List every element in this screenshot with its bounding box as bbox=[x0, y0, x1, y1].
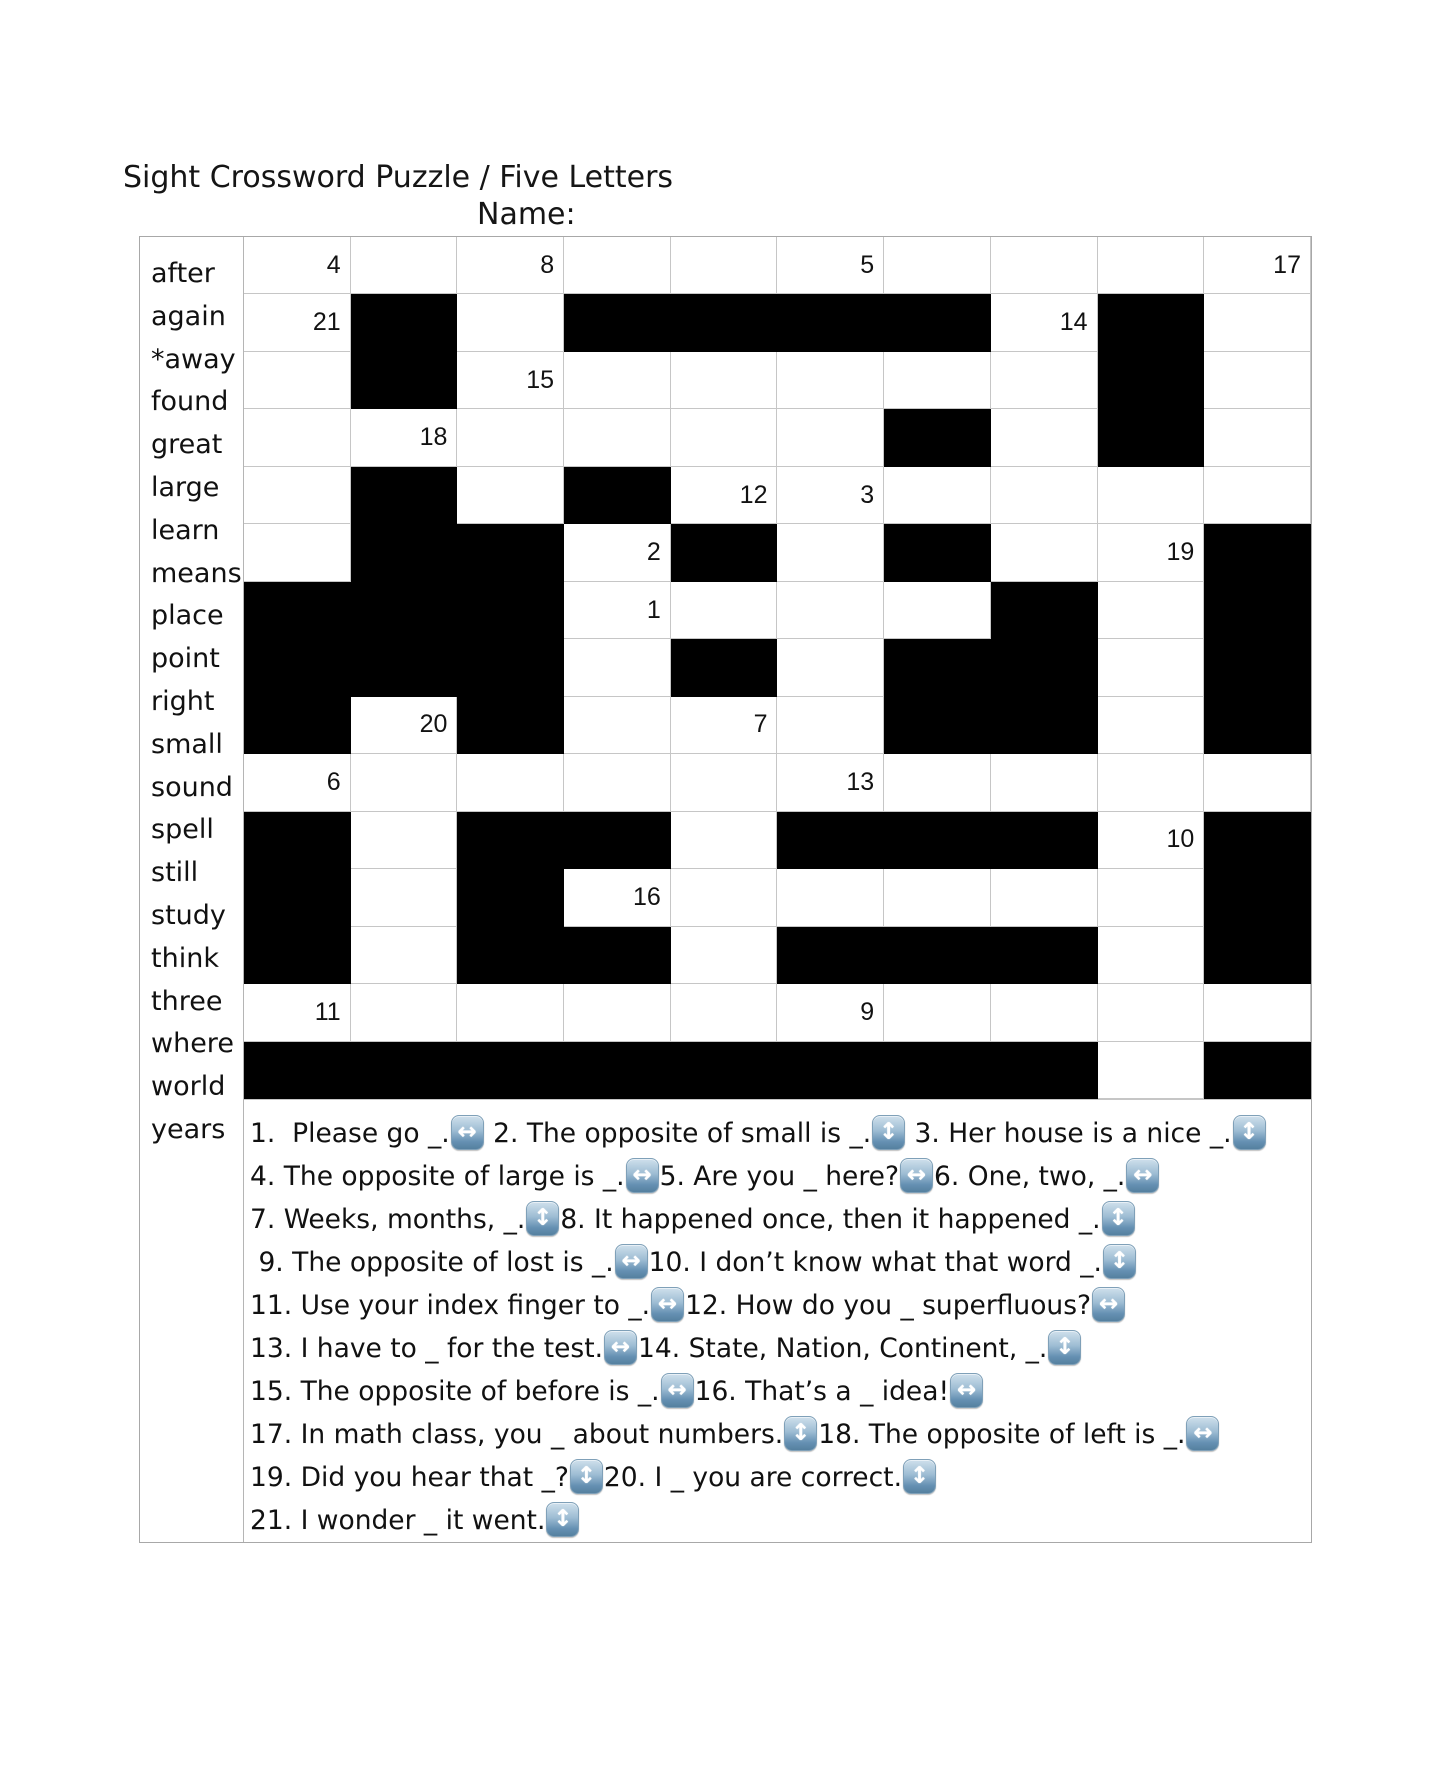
grid-cell[interactable] bbox=[1098, 697, 1205, 754]
grid-cell[interactable] bbox=[991, 524, 1098, 581]
grid-cell[interactable] bbox=[1204, 237, 1311, 294]
grid-cell[interactable] bbox=[1098, 812, 1205, 869]
grid-cell[interactable] bbox=[351, 237, 458, 294]
across-arrow-icon: ↔ bbox=[900, 1158, 933, 1193]
grid-cell-black bbox=[564, 467, 671, 524]
cell-number: 18 bbox=[419, 423, 448, 452]
grid-cell[interactable] bbox=[564, 237, 671, 294]
across-arrow-icon: ↔ bbox=[661, 1373, 694, 1408]
word-list-item: again bbox=[151, 300, 226, 332]
clue-text: 21. I wonder _ it went. bbox=[250, 1505, 546, 1536]
clue-line bbox=[250, 1499, 1311, 1542]
grid-cell-black bbox=[244, 927, 351, 984]
word-list bbox=[140, 237, 244, 1542]
grid-cell[interactable] bbox=[564, 697, 671, 754]
across-arrow-icon: ↔ bbox=[604, 1330, 637, 1365]
clue-text: 13. I have to _ for the test. bbox=[250, 1333, 604, 1364]
word-list-item: think bbox=[151, 942, 219, 974]
grid-cell-black bbox=[671, 524, 778, 581]
grid-cell[interactable] bbox=[884, 467, 991, 524]
grid-cell-black bbox=[671, 639, 778, 696]
word-list-item: *away bbox=[151, 343, 236, 375]
grid-cell[interactable] bbox=[351, 984, 458, 1041]
grid-cell[interactable] bbox=[1098, 984, 1205, 1041]
grid-cell-black bbox=[991, 927, 1098, 984]
clue-line bbox=[250, 1112, 1311, 1155]
grid-cell-black bbox=[564, 812, 671, 869]
grid-cell-black bbox=[351, 352, 458, 409]
cell-number: 2 bbox=[646, 538, 661, 567]
down-arrow-icon: ↕ bbox=[1048, 1330, 1081, 1365]
grid-cell[interactable] bbox=[991, 754, 1098, 811]
grid-cell-black bbox=[777, 812, 884, 869]
cell-number: 14 bbox=[1059, 308, 1088, 337]
grid-cell[interactable] bbox=[671, 812, 778, 869]
grid-cell-black bbox=[1204, 582, 1311, 639]
clue-text: 14. State, Nation, Continent, _. bbox=[638, 1333, 1048, 1364]
grid-cell[interactable] bbox=[351, 812, 458, 869]
grid-cell[interactable] bbox=[351, 754, 458, 811]
grid-cell-black bbox=[1204, 524, 1311, 581]
grid-cell-black bbox=[457, 869, 564, 926]
clues-panel bbox=[244, 1099, 1311, 1542]
grid-cell[interactable] bbox=[351, 927, 458, 984]
clue-text: 9. The opposite of lost is _. bbox=[250, 1247, 614, 1278]
down-arrow-icon: ↕ bbox=[1102, 1201, 1135, 1236]
clue-text: 18. The opposite of left is _. bbox=[818, 1419, 1186, 1450]
grid-cell[interactable] bbox=[457, 352, 564, 409]
grid-cell[interactable] bbox=[671, 927, 778, 984]
grid-cell-black bbox=[1098, 352, 1205, 409]
grid-cell[interactable] bbox=[1098, 869, 1205, 926]
grid-cell[interactable] bbox=[351, 409, 458, 466]
clue-line bbox=[250, 1456, 1311, 1499]
grid-cell[interactable] bbox=[1098, 639, 1205, 696]
grid-cell-black bbox=[671, 294, 778, 351]
word-list-item: point bbox=[151, 643, 220, 675]
grid-cell[interactable] bbox=[671, 352, 778, 409]
grid-cell[interactable] bbox=[457, 294, 564, 351]
clue-text: 3. Her house is a nice _. bbox=[906, 1118, 1232, 1149]
grid-cell[interactable] bbox=[351, 697, 458, 754]
grid-cell-black bbox=[564, 294, 671, 351]
cell-number: 16 bbox=[632, 882, 661, 911]
grid-cell-black bbox=[884, 812, 991, 869]
grid-cell-black bbox=[671, 1042, 778, 1099]
grid-cell[interactable] bbox=[884, 582, 991, 639]
grid-cell[interactable] bbox=[244, 524, 351, 581]
word-list-item: spell bbox=[151, 814, 214, 846]
grid-cell-black bbox=[351, 524, 458, 581]
down-arrow-icon: ↕ bbox=[872, 1115, 905, 1150]
word-list-item: large bbox=[151, 471, 220, 503]
grid-cell[interactable] bbox=[777, 237, 884, 294]
grid-cell[interactable] bbox=[1204, 294, 1311, 351]
grid-cell[interactable] bbox=[777, 582, 884, 639]
grid-cell[interactable] bbox=[884, 237, 991, 294]
grid-cell[interactable] bbox=[991, 869, 1098, 926]
grid-cell[interactable] bbox=[564, 524, 671, 581]
cell-number: 13 bbox=[846, 767, 875, 796]
across-arrow-icon: ↔ bbox=[950, 1373, 983, 1408]
down-arrow-icon: ↕ bbox=[526, 1201, 559, 1236]
cell-number: 1 bbox=[646, 595, 661, 624]
word-list-item: study bbox=[151, 899, 226, 931]
grid-cell-black bbox=[564, 1042, 671, 1099]
cell-number: 11 bbox=[314, 997, 341, 1026]
cell-number: 15 bbox=[526, 365, 555, 394]
grid-cell[interactable] bbox=[884, 984, 991, 1041]
grid-cell-black bbox=[244, 812, 351, 869]
grid-cell[interactable] bbox=[777, 409, 884, 466]
grid-cell[interactable] bbox=[244, 409, 351, 466]
grid-cell[interactable] bbox=[1098, 467, 1205, 524]
grid-cell[interactable] bbox=[244, 754, 351, 811]
grid-cell-black bbox=[991, 639, 1098, 696]
grid-cell-black bbox=[1204, 869, 1311, 926]
grid-cell[interactable] bbox=[1098, 754, 1205, 811]
cell-number: 17 bbox=[1273, 250, 1301, 279]
word-list-item: found bbox=[151, 386, 229, 418]
clue-text: 16. That’s a _ idea! bbox=[694, 1376, 950, 1407]
grid-cell-black bbox=[884, 639, 991, 696]
grid-cell[interactable] bbox=[671, 582, 778, 639]
cell-number: 10 bbox=[1166, 825, 1195, 854]
grid-cell-black bbox=[1098, 409, 1205, 466]
grid-cell-black bbox=[564, 927, 671, 984]
grid-cell[interactable] bbox=[244, 294, 351, 351]
grid-cell[interactable] bbox=[244, 984, 351, 1041]
grid-cell[interactable] bbox=[1098, 582, 1205, 639]
grid-cell[interactable] bbox=[777, 467, 884, 524]
grid-cell[interactable] bbox=[884, 754, 991, 811]
grid-cell[interactable] bbox=[777, 984, 884, 1041]
grid-cell[interactable] bbox=[457, 409, 564, 466]
grid-cell[interactable] bbox=[1204, 754, 1311, 811]
across-arrow-icon: ↔ bbox=[651, 1287, 684, 1322]
grid-cell[interactable] bbox=[244, 237, 351, 294]
grid-cell-black bbox=[1204, 697, 1311, 754]
word-list-item: small bbox=[151, 728, 223, 760]
page-title: Sight Crossword Puzzle / Five Letters bbox=[123, 160, 674, 195]
clue-text: 15. The opposite of before is _. bbox=[250, 1376, 660, 1407]
across-arrow-icon: ↔ bbox=[615, 1244, 648, 1279]
grid-cell-black bbox=[991, 812, 1098, 869]
word-list-item: where bbox=[151, 1028, 234, 1060]
grid-cell-black bbox=[991, 697, 1098, 754]
clue-line bbox=[250, 1327, 1311, 1370]
grid-cell[interactable] bbox=[777, 697, 884, 754]
grid-cell-black bbox=[351, 639, 458, 696]
grid-cell-black bbox=[244, 1042, 351, 1099]
grid-cell-black bbox=[884, 1042, 991, 1099]
cell-number: 7 bbox=[753, 710, 768, 739]
grid-cell-black bbox=[991, 1042, 1098, 1099]
grid-cell[interactable] bbox=[777, 754, 884, 811]
grid-cell-black bbox=[884, 697, 991, 754]
grid-cell[interactable] bbox=[884, 869, 991, 926]
cell-number: 8 bbox=[540, 250, 555, 279]
grid-cell-black bbox=[244, 639, 351, 696]
clue-text: 4. The opposite of large is _. bbox=[250, 1161, 625, 1192]
grid-cell[interactable] bbox=[884, 352, 991, 409]
grid-cell[interactable] bbox=[351, 869, 458, 926]
clue-line bbox=[250, 1241, 1311, 1284]
word-list-item: three bbox=[151, 985, 223, 1017]
grid-cell[interactable] bbox=[1098, 927, 1205, 984]
grid-cell[interactable] bbox=[777, 352, 884, 409]
grid-cell-black bbox=[457, 639, 564, 696]
clue-text: 2. The opposite of small is _. bbox=[484, 1118, 872, 1149]
word-list-item: means bbox=[151, 557, 242, 589]
grid-cell-black bbox=[884, 927, 991, 984]
clue-text: 10. I don’t know what that word _. bbox=[648, 1247, 1102, 1278]
grid-cell-black bbox=[777, 927, 884, 984]
crossword-grid bbox=[244, 237, 1311, 1099]
cell-number: 21 bbox=[312, 308, 341, 337]
grid-cell-black bbox=[457, 1042, 564, 1099]
grid-cell[interactable] bbox=[564, 754, 671, 811]
clue-text: 11. Use your index finger to _. bbox=[250, 1290, 651, 1321]
clue-line bbox=[250, 1370, 1311, 1413]
grid-cell[interactable] bbox=[671, 869, 778, 926]
cell-number: 3 bbox=[860, 480, 875, 509]
clue-line bbox=[250, 1155, 1311, 1198]
grid-cell[interactable] bbox=[564, 639, 671, 696]
grid-cell[interactable] bbox=[991, 467, 1098, 524]
grid-cell-black bbox=[457, 812, 564, 869]
grid-cell-black bbox=[457, 927, 564, 984]
grid-cell[interactable] bbox=[457, 984, 564, 1041]
across-arrow-icon: ↔ bbox=[626, 1158, 659, 1193]
grid-cell[interactable] bbox=[564, 869, 671, 926]
word-list-item: sound bbox=[151, 771, 233, 803]
grid-cell-black bbox=[1098, 294, 1205, 351]
across-arrow-icon: ↔ bbox=[1092, 1287, 1125, 1322]
grid-cell[interactable] bbox=[457, 237, 564, 294]
cell-number: 20 bbox=[419, 710, 448, 739]
cell-number: 12 bbox=[739, 480, 768, 509]
name-label: Name: bbox=[477, 197, 576, 232]
grid-cell-black bbox=[777, 1042, 884, 1099]
grid-cell[interactable] bbox=[671, 984, 778, 1041]
grid-cell-black bbox=[884, 409, 991, 466]
word-list-item: still bbox=[151, 857, 199, 889]
down-arrow-icon: ↕ bbox=[1103, 1244, 1136, 1279]
grid-cell-black bbox=[1204, 1042, 1311, 1099]
grid-cell-black bbox=[457, 697, 564, 754]
grid-cell-black bbox=[457, 524, 564, 581]
grid-cell-black bbox=[1204, 639, 1311, 696]
grid-cell-black bbox=[351, 1042, 458, 1099]
grid-cell[interactable] bbox=[671, 754, 778, 811]
grid-cell[interactable] bbox=[777, 869, 884, 926]
grid-cell[interactable] bbox=[1098, 237, 1205, 294]
word-list-item: learn bbox=[151, 514, 220, 546]
word-list-item: after bbox=[151, 258, 215, 289]
grid-cell-black bbox=[1204, 927, 1311, 984]
grid-cell-black bbox=[884, 524, 991, 581]
grid-cell-black bbox=[244, 582, 351, 639]
clue-text: 19. Did you hear that _? bbox=[250, 1462, 569, 1493]
across-arrow-icon: ↔ bbox=[1126, 1158, 1159, 1193]
puzzle-right-area bbox=[244, 237, 1311, 1542]
down-arrow-icon: ↕ bbox=[784, 1416, 817, 1451]
clue-text: 20. I _ you are correct. bbox=[603, 1462, 902, 1493]
clue-text: 17. In math class, you _ about numbers. bbox=[250, 1419, 784, 1450]
cell-number: 6 bbox=[326, 767, 341, 796]
across-arrow-icon: ↔ bbox=[451, 1115, 484, 1150]
cell-number: 4 bbox=[326, 250, 341, 279]
grid-cell[interactable] bbox=[244, 352, 351, 409]
grid-cell[interactable] bbox=[991, 294, 1098, 351]
grid-cell[interactable] bbox=[991, 352, 1098, 409]
clue-text: 7. Weeks, months, _. bbox=[250, 1204, 526, 1235]
clue-line bbox=[250, 1413, 1311, 1456]
clue-text: 8. It happened once, then it happened _. bbox=[560, 1204, 1101, 1235]
grid-cell-black bbox=[457, 582, 564, 639]
word-list-item: world bbox=[151, 1071, 226, 1103]
grid-cell[interactable] bbox=[777, 524, 884, 581]
down-arrow-icon: ↕ bbox=[570, 1459, 603, 1494]
grid-cell-black bbox=[244, 869, 351, 926]
clue-text: 1. Please go _. bbox=[250, 1118, 450, 1149]
clue-line bbox=[250, 1284, 1311, 1327]
grid-cell[interactable] bbox=[777, 639, 884, 696]
grid-cell[interactable] bbox=[1204, 467, 1311, 524]
clue-text: 12. How do you _ superfluous? bbox=[685, 1290, 1092, 1321]
grid-cell[interactable] bbox=[457, 467, 564, 524]
grid-cell-black bbox=[1204, 812, 1311, 869]
word-list-item: place bbox=[151, 600, 224, 632]
puzzle-sheet bbox=[139, 236, 1312, 1543]
down-arrow-icon: ↕ bbox=[903, 1459, 936, 1494]
grid-cell[interactable] bbox=[671, 409, 778, 466]
grid-cell[interactable] bbox=[564, 984, 671, 1041]
grid-cell[interactable] bbox=[671, 237, 778, 294]
clue-text: 5. Are you _ here? bbox=[659, 1161, 900, 1192]
word-list-item: right bbox=[151, 685, 215, 717]
grid-cell[interactable] bbox=[991, 409, 1098, 466]
grid-cell[interactable] bbox=[1204, 409, 1311, 466]
grid-cell-black bbox=[777, 294, 884, 351]
grid-cell[interactable] bbox=[564, 582, 671, 639]
grid-cell-black bbox=[351, 467, 458, 524]
grid-cell[interactable] bbox=[1204, 984, 1311, 1041]
grid-cell[interactable] bbox=[1098, 1042, 1205, 1099]
grid-cell[interactable] bbox=[457, 754, 564, 811]
grid-cell[interactable] bbox=[991, 237, 1098, 294]
word-list-item: years bbox=[151, 1113, 226, 1145]
across-arrow-icon: ↔ bbox=[1186, 1416, 1219, 1451]
cell-number: 5 bbox=[860, 250, 875, 279]
grid-cell[interactable] bbox=[564, 352, 671, 409]
grid-cell[interactable] bbox=[564, 409, 671, 466]
grid-cell-black bbox=[244, 697, 351, 754]
grid-cell[interactable] bbox=[1098, 524, 1205, 581]
down-arrow-icon: ↕ bbox=[546, 1502, 579, 1537]
cell-number: 19 bbox=[1166, 538, 1195, 567]
grid-cell-black bbox=[991, 582, 1098, 639]
grid-cell[interactable] bbox=[244, 467, 351, 524]
grid-cell[interactable] bbox=[671, 467, 778, 524]
grid-cell-black bbox=[351, 582, 458, 639]
down-arrow-icon: ↕ bbox=[1233, 1115, 1266, 1150]
grid-cell[interactable] bbox=[991, 984, 1098, 1041]
grid-cell-black bbox=[351, 294, 458, 351]
word-list-item: great bbox=[151, 429, 223, 461]
cell-number: 9 bbox=[860, 997, 875, 1026]
clue-text: 6. One, two, _. bbox=[934, 1161, 1126, 1192]
grid-cell[interactable] bbox=[671, 697, 778, 754]
clue-line bbox=[250, 1198, 1311, 1241]
grid-cell[interactable] bbox=[1204, 352, 1311, 409]
grid-cell-black bbox=[884, 294, 991, 351]
